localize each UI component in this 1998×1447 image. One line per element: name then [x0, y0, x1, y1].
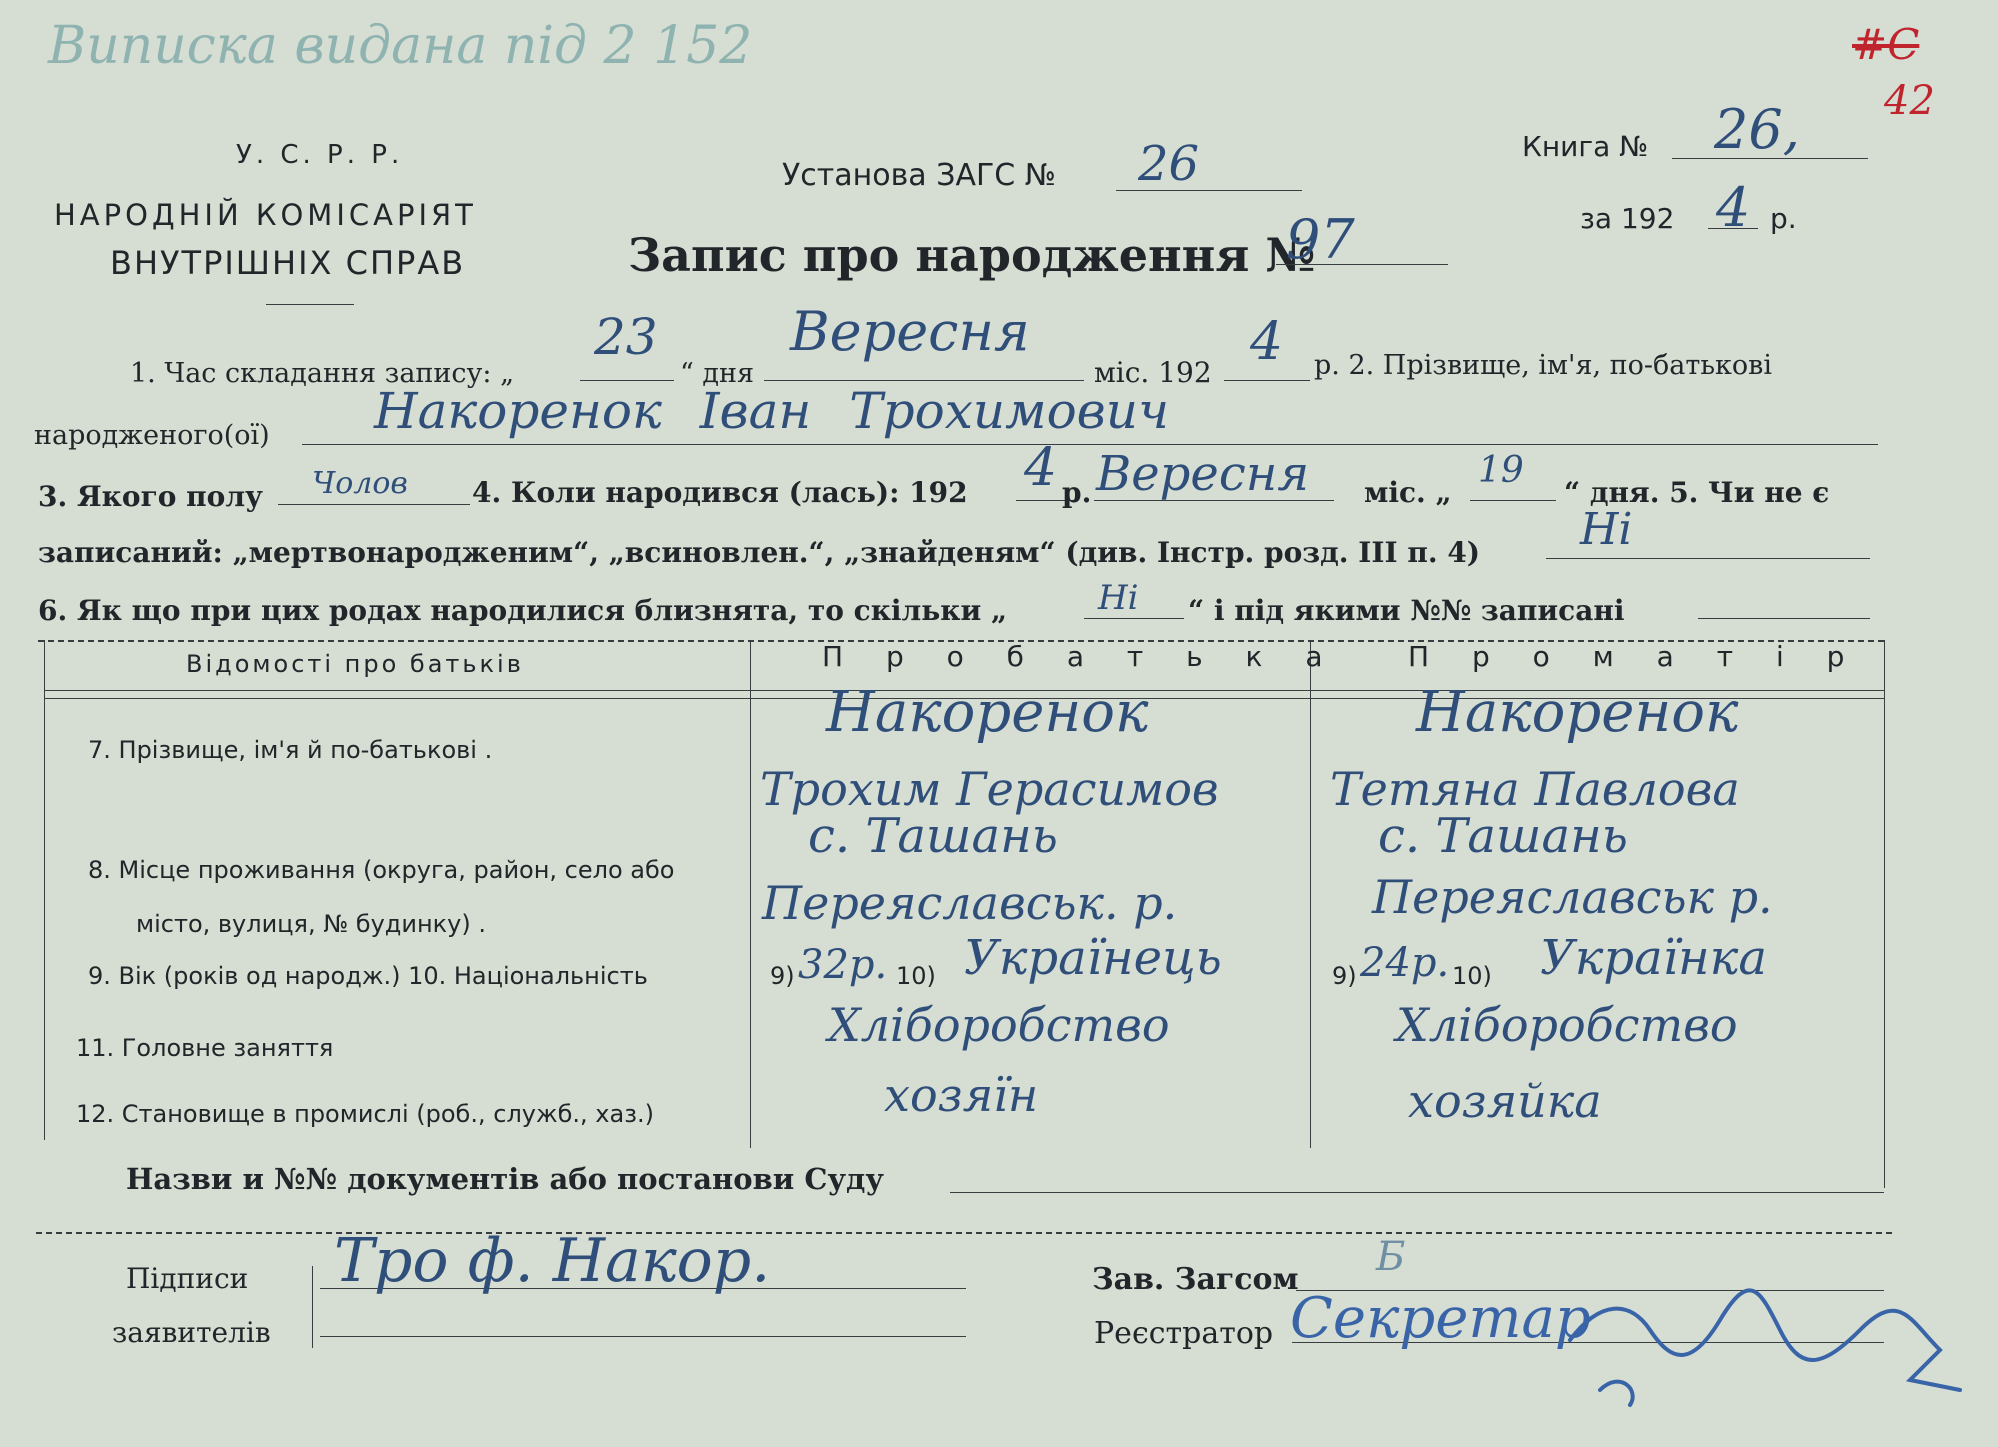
father-nationality: Українець	[964, 930, 1222, 986]
row-7-label: 7. Прізвище, ім'я й по-батькові .	[88, 736, 493, 764]
father-name: Трохим Герасимов	[760, 762, 1219, 816]
col-header-info: Відомості про батьків	[186, 650, 524, 678]
field-6-label: 6. Як що при цих родах народилися близнята, то скільки „	[38, 594, 1008, 627]
field-4-month-word: міс. „	[1364, 476, 1452, 509]
commissariat-line2: ВНУТРІШНІХ СПРАВ	[110, 244, 466, 282]
field-6-value: Ні	[1098, 578, 1139, 618]
record-title: Запис про народження №	[628, 228, 1316, 282]
head-signature-mark: Б	[1376, 1234, 1406, 1280]
father-age: 32р.	[798, 942, 888, 988]
applicant-signature: Тро ф. Накор.	[334, 1226, 771, 1296]
mother-age: 24р.	[1360, 940, 1450, 986]
header-divider	[266, 304, 354, 305]
father-place1: с. Ташань	[808, 808, 1058, 864]
mother-nat-prefix: 10)	[1452, 962, 1492, 990]
year-value: 4	[1716, 176, 1751, 239]
year-suffix: р.	[1770, 202, 1797, 235]
row-9-label: 9. Вік (років од народж.) 10. Національність	[88, 962, 648, 990]
archive-note: Виписка видана під 2 152	[48, 16, 753, 76]
record-number: 97	[1286, 208, 1355, 271]
mother-nationality: Українка	[1540, 930, 1767, 986]
registrar-signature: Секретар	[1290, 1286, 1591, 1351]
father-occupation: Хліборобство	[828, 998, 1170, 1052]
field-2-label: народженого(ої)	[34, 420, 270, 451]
field-5-label: записаний: „мертвонародженим“, „всиновлен.“, „знайденям“ (див. Інстр. розд. III п. 4)	[38, 536, 1481, 569]
corner-code: #С	[1852, 20, 1920, 69]
mother-place2: Переяславськ р.	[1372, 870, 1773, 924]
registrar-scrawl	[1560, 1280, 1980, 1420]
field-6-tail: “ і під якими №№ записані	[1188, 594, 1625, 627]
field-4-label: 4. Коли народився (лась): 192	[472, 476, 968, 509]
field-1-day-word: “ дня	[680, 358, 755, 389]
year-label: за 192	[1580, 202, 1675, 235]
field-5-value: Ні	[1580, 504, 1633, 555]
field-1-month-word: міс. 192	[1094, 356, 1212, 389]
father-surname: Накоренок	[826, 680, 1149, 745]
field-3-label: 3. Якого полу	[38, 480, 263, 513]
mother-place1: с. Ташань	[1378, 808, 1628, 864]
institution-label: Установа ЗАГС №	[782, 158, 1056, 193]
institution-number: 26	[1138, 136, 1200, 192]
mother-age-prefix: 9)	[1332, 962, 1357, 990]
book-label: Книга №	[1522, 130, 1649, 163]
row-8-label-line1: 8. Місце проживання (округа, район, село або	[88, 856, 675, 884]
row-11-label: 11. Головне заняття	[76, 1034, 334, 1062]
signatures-label-line2: заявителів	[112, 1316, 271, 1349]
documents-label: Назви и №№ документів або постанови Суду	[126, 1162, 884, 1196]
field-4-r: р.	[1062, 476, 1092, 509]
signatures-label-line1: Підписи	[126, 1262, 249, 1295]
newborn-name: Накоренок Іван Трохимович	[374, 382, 1170, 440]
birth-day: 19	[1478, 450, 1524, 491]
head-label: Зав. Загсом	[1092, 1262, 1299, 1297]
birth-year: 4	[1024, 438, 1058, 498]
row-8-label-line2: місто, вулиця, № будинку) .	[136, 910, 487, 938]
father-status: хозяїн	[884, 1068, 1039, 1122]
birth-month: Вересня	[1096, 446, 1310, 502]
field-1-tail: р. 2. Прізвище, ім'я, по-батькові	[1314, 350, 1773, 381]
mother-surname: Накоренок	[1416, 680, 1739, 745]
father-place2: Переяславськ. р.	[762, 876, 1178, 930]
mother-occupation: Хліборобство	[1396, 998, 1738, 1052]
row-12-label: 12. Становище в промислі (роб., служб., хаз.)	[76, 1100, 654, 1128]
col-header-father: П р о б а т ь к а	[822, 640, 1329, 673]
field-1-day: 23	[594, 308, 658, 366]
corner-number: 42	[1884, 78, 1935, 124]
state-name: У. С. Р. Р.	[236, 140, 404, 170]
mother-status: хозяйка	[1408, 1074, 1602, 1128]
sex-value: Чолов	[312, 466, 408, 501]
book-number: 26,	[1714, 98, 1800, 161]
father-nat-prefix: 10)	[896, 962, 936, 990]
mother-name: Тетяна Павлова	[1330, 762, 1740, 816]
father-age-prefix: 9)	[770, 962, 795, 990]
field-4-tail: “ дня. 5. Чи не є	[1564, 476, 1830, 509]
field-1-month: Вересня	[790, 300, 1030, 363]
field-1-label: 1. Час складання запису: „	[130, 358, 515, 389]
commissariat-line1: НАРОДНІЙ КОМІСАРІЯТ	[54, 198, 477, 232]
field-1-year: 4	[1250, 312, 1284, 372]
registrar-label: Реєстратор	[1094, 1316, 1274, 1351]
col-header-mother: П р о м а т і р	[1408, 640, 1851, 673]
